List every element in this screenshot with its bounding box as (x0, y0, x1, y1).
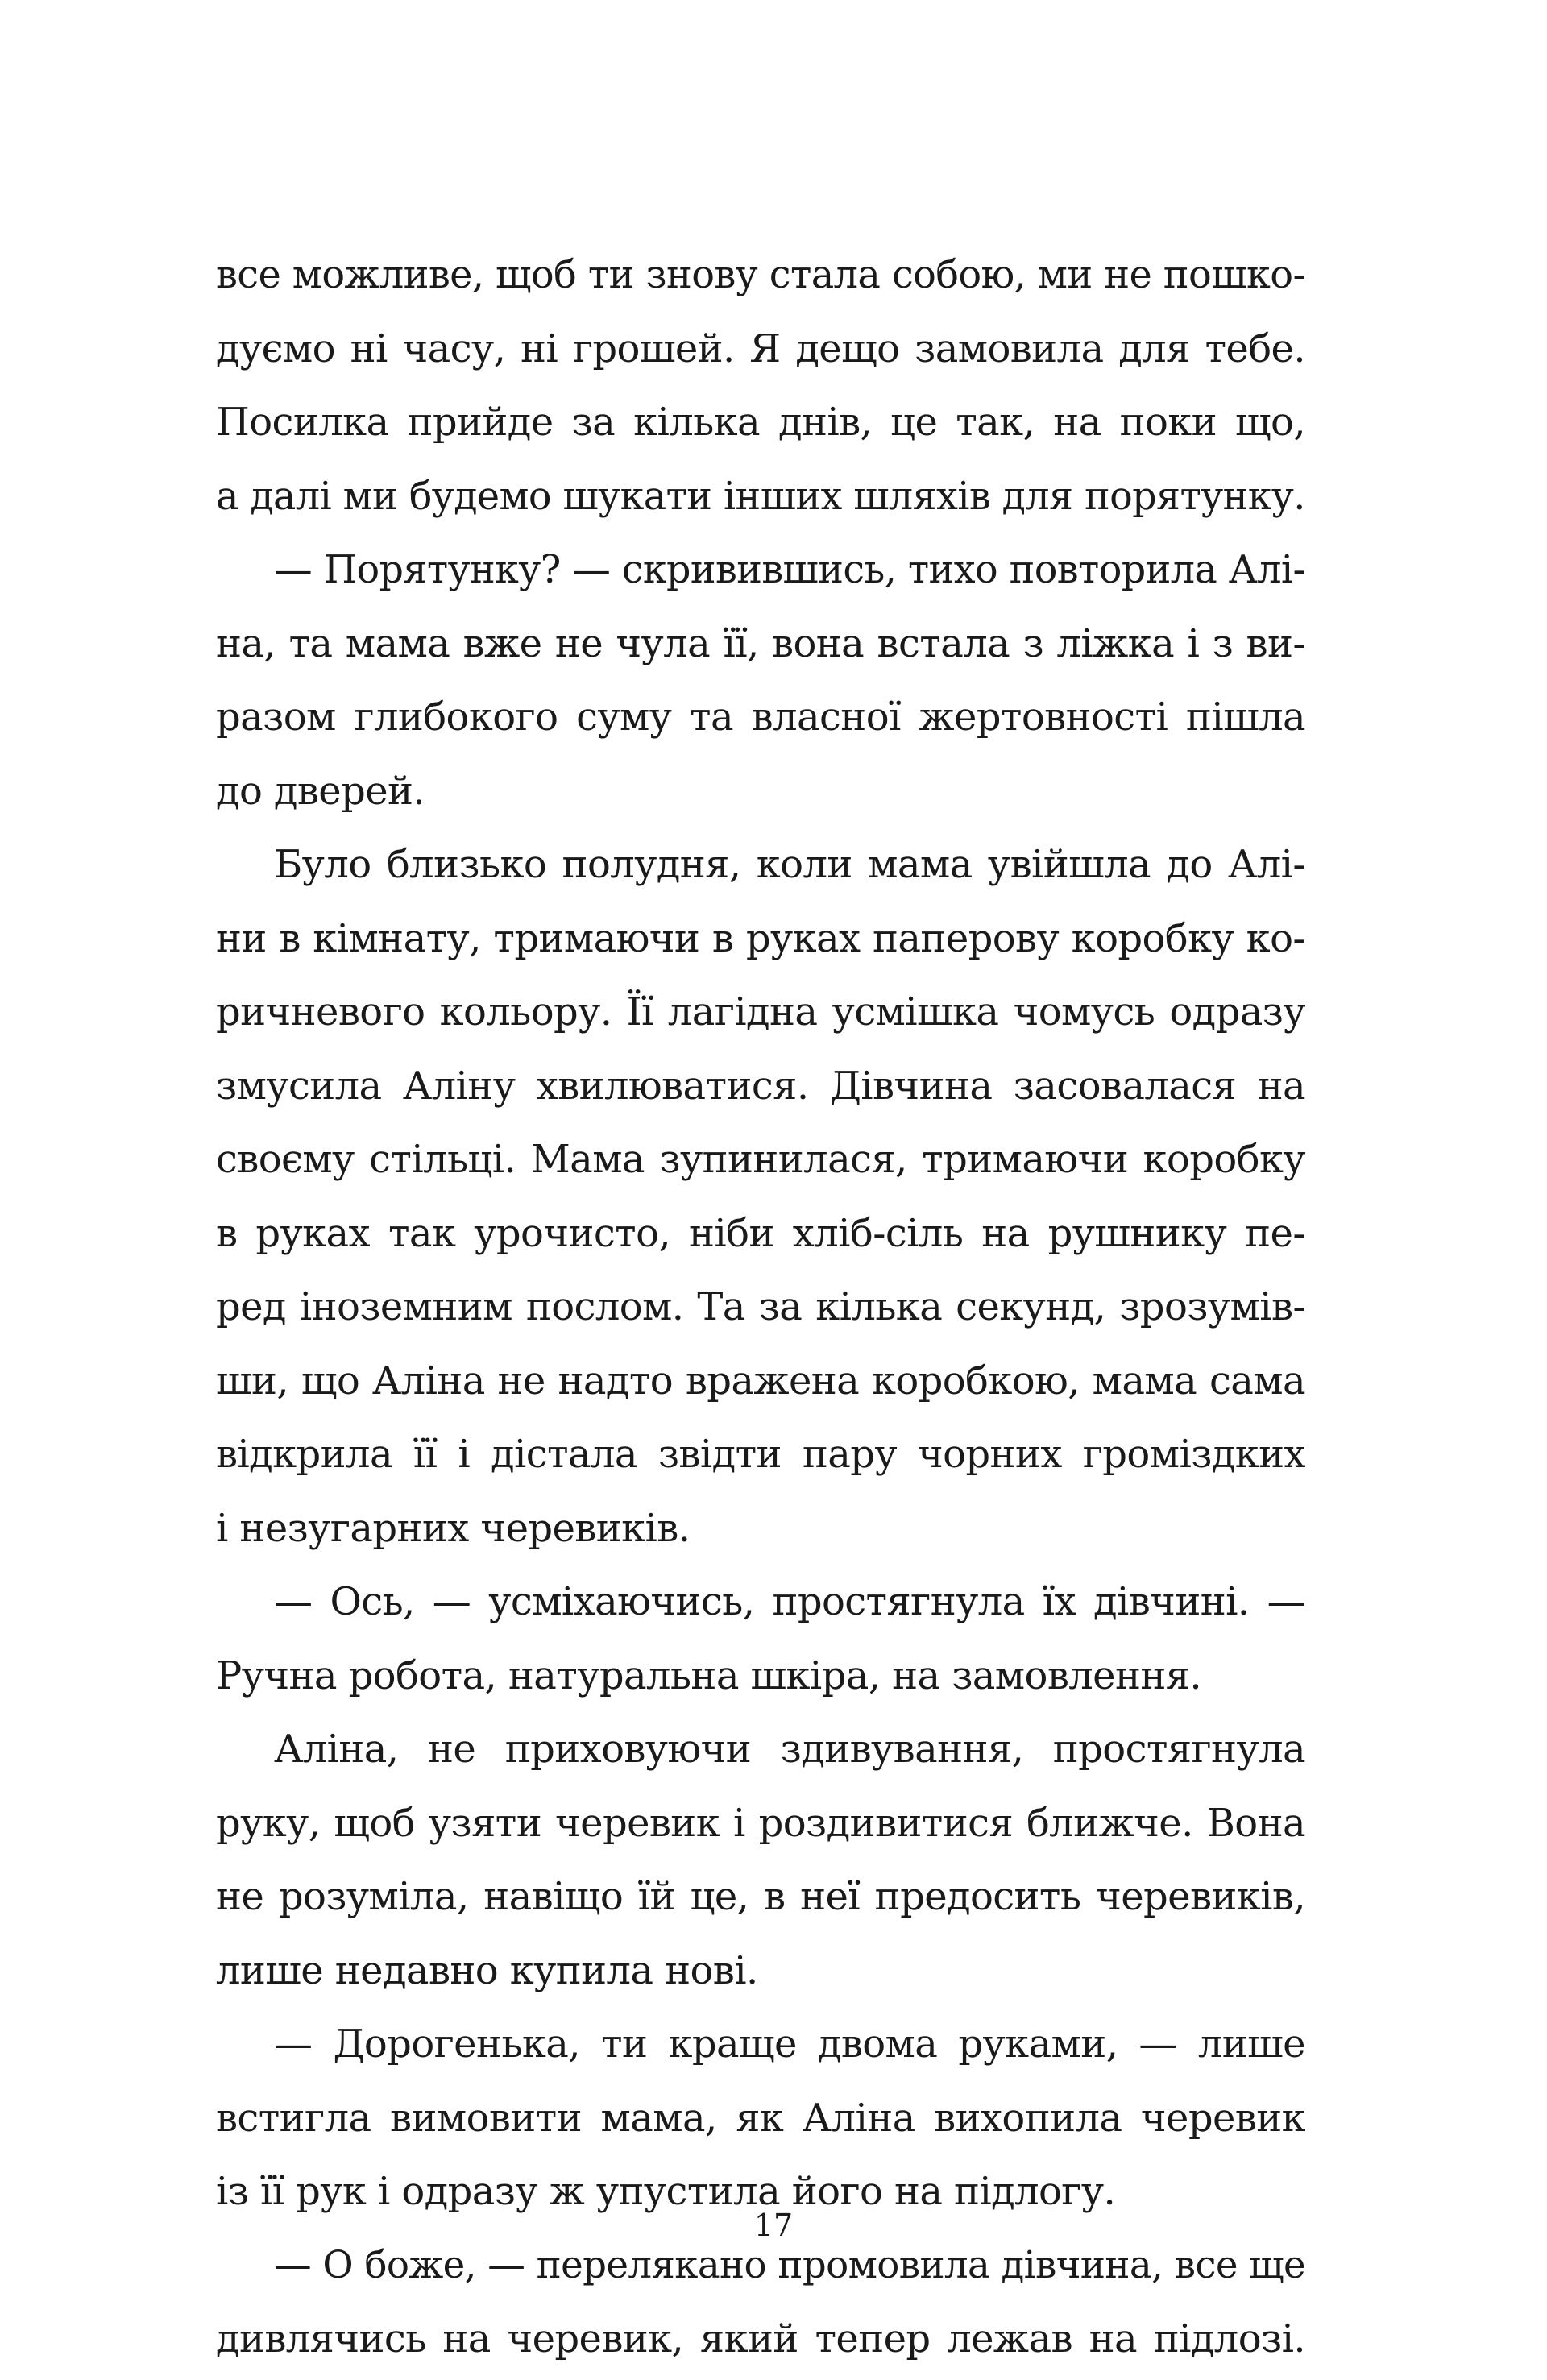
text-line: до дверей. (216, 768, 425, 814)
text-line: Було близько полудня, коли мама увійшла до Алі- (274, 842, 1305, 887)
text-line: Аліна, не приховуючи здивування, простягнула (274, 1727, 1305, 1772)
text-line: — О боже, — перелякано промовила дівчина, все ще (274, 2243, 1305, 2287)
text-line: лише недавно купила нові. (216, 1947, 758, 1993)
text-line: а далі ми будемо шукати інших шляхів для порятунку. (216, 474, 1305, 519)
text-line: і незугарних черевиків. (216, 1505, 691, 1551)
text-line: встигла вимовити мама, як Аліна вихопила черевик (216, 2095, 1305, 2141)
text-line: не розуміла, навіщо їй це, в неї предосить черевиків, (216, 1874, 1305, 1919)
text-line: — Ось, — усміхаючись, простягнула їх дівчині. — (274, 1579, 1305, 1624)
body-text (216, 238, 1305, 2377)
text-line: ши, що Аліна не надто вражена коробкою, мама сама (216, 1358, 1305, 1404)
page-number: 17 (753, 2208, 794, 2243)
text-line: руку, щоб узяти черевик і роздивитися ближче. Вона (216, 1800, 1305, 1846)
text-line: дуємо ні часу, ні грошей. Я дещо замовила для тебе. (216, 325, 1305, 371)
text-line: все можливе, щоб ти знову стала собою, ми не пошко- (216, 253, 1305, 297)
text-line: разом глибокого суму та власної жертовності пішла (216, 695, 1305, 740)
text-line: ни в кімнату, тримаючи в руках паперову коробку ко- (216, 915, 1305, 961)
text-line: із її рук і одразу ж упустила його на підлогу. (216, 2169, 1116, 2214)
text-line: своєму стільці. Мама зупинилася, тримаючи коробку (216, 1137, 1305, 1182)
text-line: змусила Аліну хвилюватися. Дівчина засовалася на (216, 1063, 1305, 1109)
text-line: відкрила її і дістала звідти пару чорних громіздких (216, 1432, 1305, 1477)
text-line: на, та мама вже не чула її, вона встала з ліжка і з ви- (216, 620, 1305, 666)
text-line: — Порятунку? — скривившись, тихо повторила Алі- (274, 548, 1305, 592)
text-line: — Дорогенька, ти краще двома руками, — лише (274, 2021, 1305, 2067)
text-line: дивлячись на черевик, який тепер лежав на підлозі. (216, 2316, 1305, 2361)
text-line: в руках так урочисто, ніби хліб-сіль на рушнику пе- (216, 1210, 1305, 1256)
text-line: Посилка прийде за кілька днів, це так, на поки що, (216, 400, 1305, 445)
text-line: Ручна робота, натуральна шкіра, на замовлення. (216, 1652, 1202, 1698)
text-line: ред іноземним послом. Та за кілька секунд, зрозумів- (216, 1284, 1305, 1329)
text-line: ричневого кольору. Її лагідна усмішка чомусь одразу (216, 989, 1305, 1035)
